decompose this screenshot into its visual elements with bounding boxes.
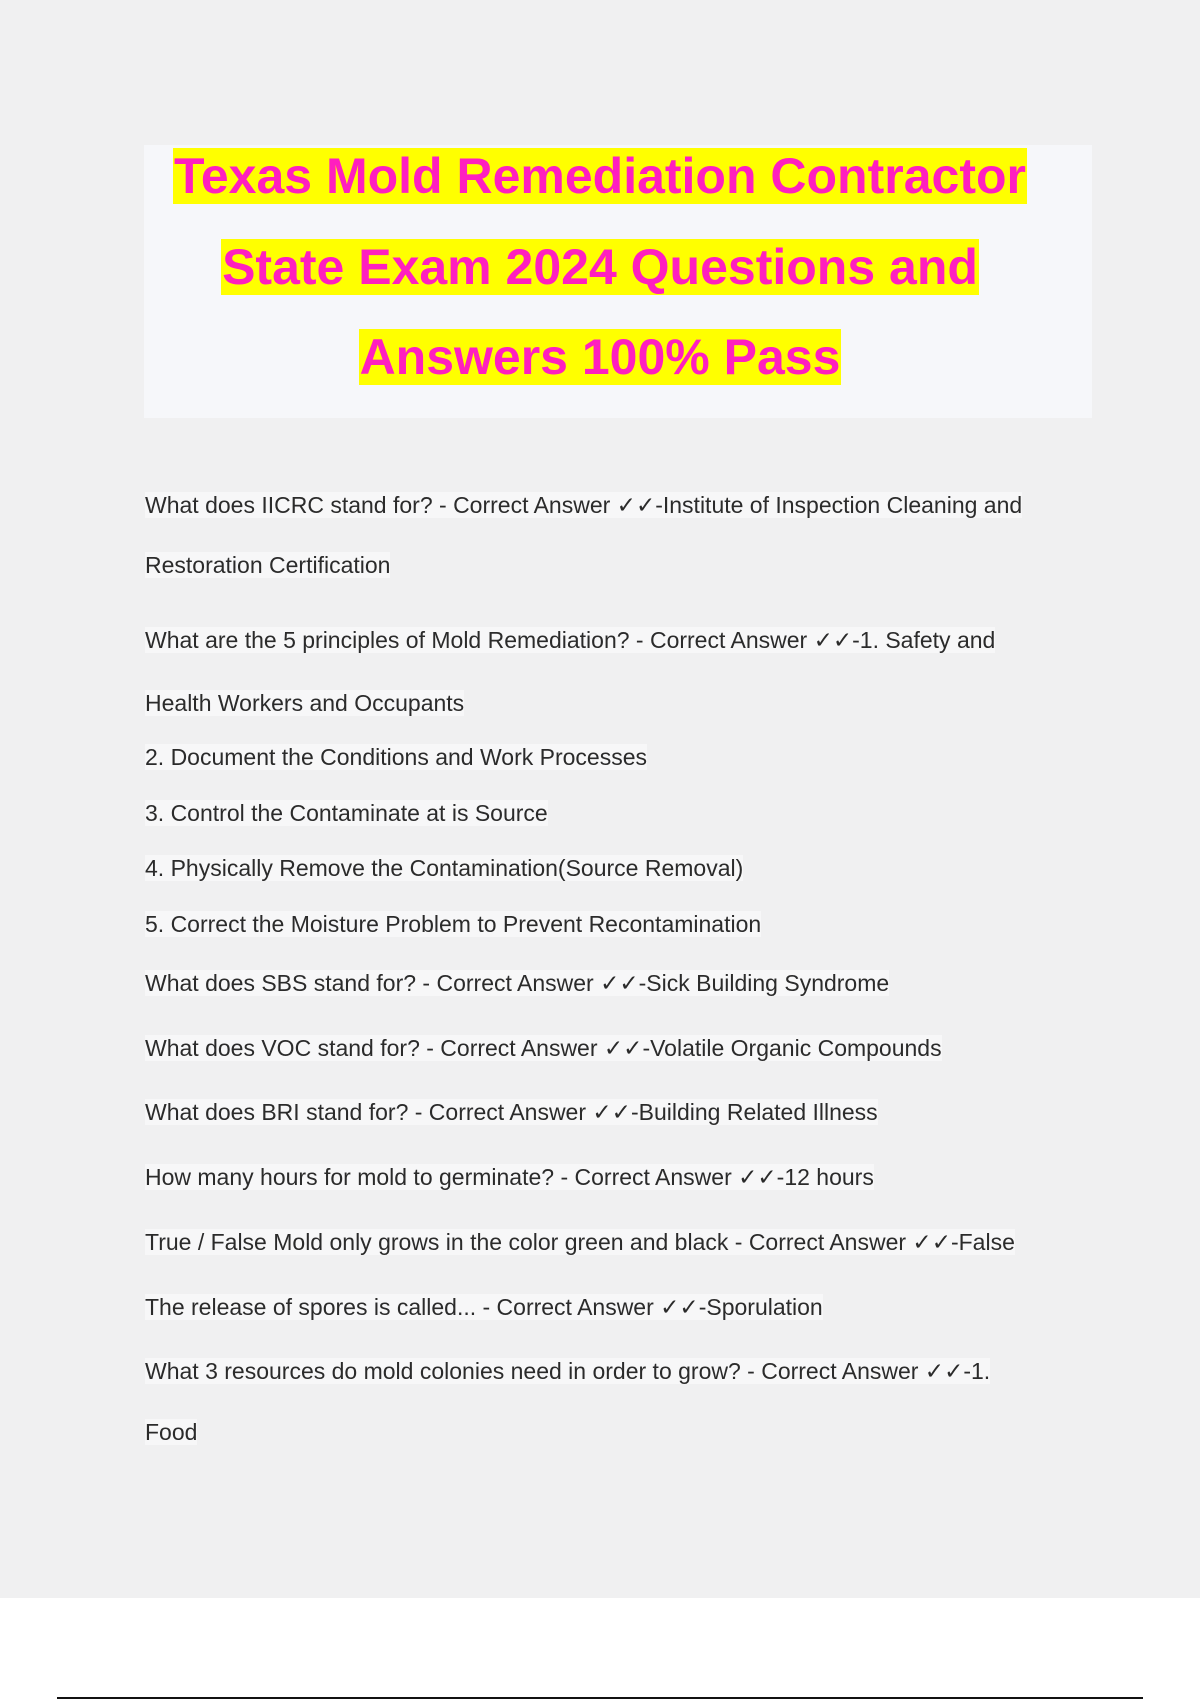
qa-line: Food bbox=[145, 1419, 198, 1445]
qa-line: How many hours for mold to germinate? - Correct Answer ✓✓-12 hours bbox=[145, 1164, 874, 1190]
qa-line: Health Workers and Occupants bbox=[145, 690, 465, 716]
qa-line: True / False Mold only grows in the color green and black - Correct Answer ✓✓-False bbox=[145, 1229, 1015, 1255]
qa-line: The release of spores is called... - Correct Answer ✓✓-Sporulation bbox=[145, 1294, 823, 1320]
qa-line: 4. Physically Remove the Contamination(Source Removal) bbox=[145, 855, 744, 881]
document-title-line-2: State Exam 2024 Questions and bbox=[222, 239, 978, 295]
qa-line: What does SBS stand for? - Correct Answer ✓✓-Sick Building Syndrome bbox=[145, 970, 890, 996]
qa-line: What does IICRC stand for? - Correct Answer ✓✓-Institute of Inspection Cleaning and bbox=[145, 492, 1023, 518]
footer-divider bbox=[57, 1697, 1143, 1699]
qa-line: Restoration Certification bbox=[145, 552, 391, 578]
qa-line: 2. Document the Conditions and Work Processes bbox=[145, 744, 647, 770]
qa-line: What are the 5 principles of Mold Remediation? - Correct Answer ✓✓-1. Safety and bbox=[145, 627, 996, 653]
qa-line: What does VOC stand for? - Correct Answer ✓✓-Volatile Organic Compounds bbox=[145, 1035, 942, 1061]
qa-line: What 3 resources do mold colonies need in order to grow? - Correct Answer ✓✓-1. bbox=[145, 1358, 991, 1384]
qa-line: What does BRI stand for? - Correct Answer ✓✓-Building Related Illness bbox=[145, 1099, 878, 1125]
document-title-line-3: Answers 100% Pass bbox=[359, 329, 841, 385]
qa-line: 5. Correct the Moisture Problem to Prevent Recontamination bbox=[145, 911, 762, 937]
qa-line: 3. Control the Contaminate at is Source bbox=[145, 800, 548, 826]
document-title-line-1: Texas Mold Remediation Contractor bbox=[174, 148, 1026, 204]
